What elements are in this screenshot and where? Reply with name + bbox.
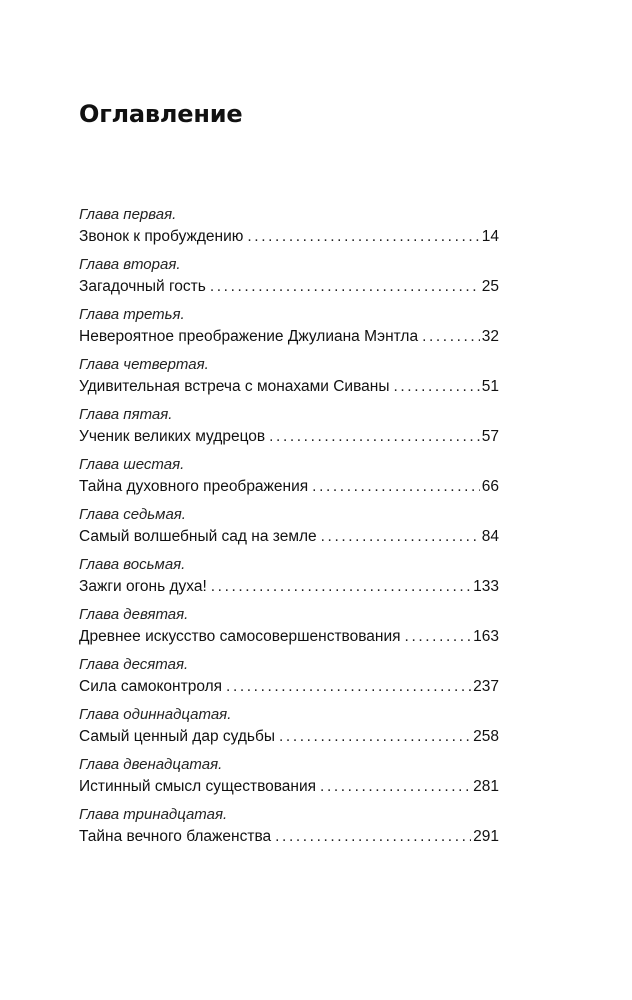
chapter-title: Зажги огонь духа! [79,578,207,595]
page-number: 51 [481,378,499,395]
dot-leader [247,225,479,248]
entry-line [79,725,499,748]
entry-line [79,675,499,698]
dot-leader [211,575,471,598]
entry-line [79,375,499,398]
dot-leader [422,325,480,348]
page-number: 258 [473,728,499,745]
chapter-label: Глава четвертая. [79,356,209,373]
dot-leader [210,275,480,298]
chapter-label: Глава седьмая. [79,506,186,523]
page-number: 237 [473,678,499,695]
entry-line [79,775,499,798]
toc-entry-7[interactable] [79,505,499,555]
toc-entry-13[interactable] [79,805,499,855]
chapter-title: Сила самоконтроля [79,678,223,695]
entry-line [79,625,499,648]
chapter-title: Загадочный гость [79,278,206,295]
chapter-label: Глава пятая. [79,406,173,423]
page-number: 32 [481,328,499,345]
toc-entry-5[interactable] [79,405,499,455]
dot-leader [320,775,471,798]
chapter-title: Невероятное преображение Джулиана Мэнтла [79,328,419,345]
entry-line [79,575,499,598]
chapter-label: Глава шестая. [79,456,185,473]
chapter-title: Звонок к пробуждению [79,228,244,245]
chapter-title: Тайна вечного блаженства [79,828,272,845]
chapter-title: Истинный смысл существования [79,778,317,795]
chapter-label: Глава двенадцатая. [79,756,223,773]
chapter-label: Глава третья. [79,306,185,323]
dot-leader [269,425,480,448]
entry-line [79,525,499,548]
toc-entry-2[interactable] [79,255,499,305]
chapter-title: Самый ценный дар судьбы [79,728,276,745]
chapter-title: Самый волшебный сад на земле [79,528,317,545]
chapter-title: Древнее искусство самосовершенствования [79,628,401,645]
page-number: 163 [473,628,499,645]
page-number: 84 [481,528,499,545]
toc-entry-10[interactable] [79,655,499,705]
chapter-label: Глава восьмая. [79,556,186,573]
dot-leader [405,625,472,648]
table-of-contents [79,205,499,855]
chapter-title: Ученик великих мудрецов [79,428,266,445]
page-number: 133 [473,578,499,595]
entry-line [79,475,499,498]
dot-leader [226,675,471,698]
page-number: 291 [473,828,499,845]
chapter-title: Тайна духовного преображения [79,478,309,495]
chapter-label: Глава тринадцатая. [79,806,228,823]
chapter-label: Глава девятая. [79,606,189,623]
dot-leader [275,825,471,848]
chapter-label: Глава одиннадцатая. [79,706,232,723]
chapter-label: Глава первая. [79,206,177,223]
toc-entry-12[interactable] [79,755,499,805]
entry-line [79,275,499,298]
toc-entry-9[interactable] [79,605,499,655]
entry-line [79,325,499,348]
toc-entry-6[interactable] [79,455,499,505]
toc-entry-11[interactable] [79,705,499,755]
page-title: Оглавление [79,100,243,128]
page-number: 281 [473,778,499,795]
page-number: 14 [481,228,499,245]
dot-leader [321,525,480,548]
entry-line [79,425,499,448]
page-number: 25 [481,278,499,295]
chapter-label: Глава десятая. [79,656,189,673]
chapter-title: Удивительная встреча с монахами Сиваны [79,378,390,395]
page-number: 57 [481,428,499,445]
dot-leader [312,475,480,498]
dot-leader [393,375,479,398]
chapter-label: Глава вторая. [79,256,181,273]
toc-entry-4[interactable] [79,355,499,405]
entry-line [79,825,499,848]
toc-entry-8[interactable] [79,555,499,605]
toc-entry-3[interactable] [79,305,499,355]
entry-line [79,225,499,248]
dot-leader [279,725,471,748]
page-number: 66 [481,478,499,495]
toc-entry-1[interactable] [79,205,499,255]
